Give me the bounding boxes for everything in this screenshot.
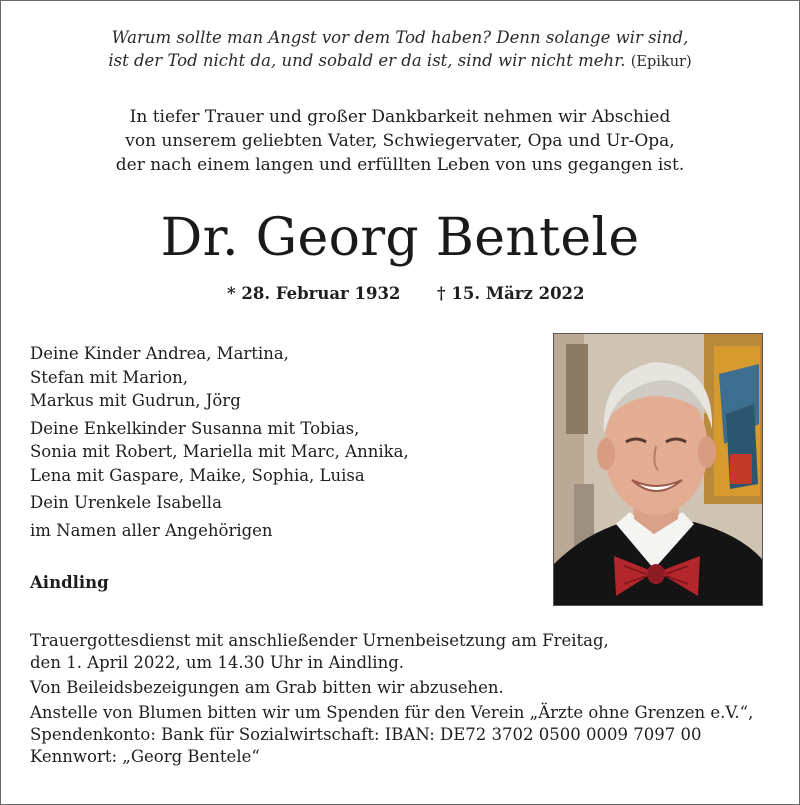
condolence-line: Von Beileidsbezeigungen am Grab bitten wir abzusehen. xyxy=(30,678,504,697)
donation-line: Spendenkonto: Bank für Sozialwirtschaft: IBAN: DE72 3702 0500 0009 7097 00 xyxy=(30,725,702,744)
death-date: † 15. März 2022 xyxy=(437,284,585,303)
relatives-line: im Namen aller Angehörigen xyxy=(30,520,273,540)
grandchildren-line: Sonia mit Robert, Mariella mit Marc, Annika, xyxy=(30,442,409,461)
children-line: Markus mit Gudrun, Jörg xyxy=(30,391,241,410)
service-notes xyxy=(30,630,780,771)
life-dates xyxy=(0,284,800,308)
birth-date: * 28. Februar 1932 xyxy=(227,284,401,303)
deceased-name: Dr. Georg Bentele xyxy=(160,208,640,268)
donation-line: Anstelle von Blumen bitten wir um Spenden für den Verein „Ärzte ohne Grenzen e.V.“, xyxy=(30,703,754,722)
quote-author: (Epikur) xyxy=(630,54,692,70)
donation-line: Kennwort: „Georg Bentele“ xyxy=(30,747,260,766)
grandchildren-line: Deine Enkelkinder Susanna mit Tobias, xyxy=(30,418,360,438)
epicurus-quote xyxy=(0,26,800,74)
quote-line-2 xyxy=(0,49,800,74)
children-line: Stefan mit Marion, xyxy=(30,367,189,387)
great-grandchild-line: Dein Urenkele Isabella xyxy=(30,493,222,512)
grandchildren-group xyxy=(30,417,530,488)
quote-line-1: Warum sollte man Angst vor dem Tod haben? Denn solange wir sind, xyxy=(111,28,689,47)
service-info xyxy=(30,630,780,674)
condolence-info xyxy=(30,677,780,699)
grandchildren-line: Lena mit Gaspare, Maike, Sophia, Luisa xyxy=(30,465,365,485)
children-line: Deine Kinder Andrea, Martina, xyxy=(30,344,289,363)
intro-line-3: der nach einem langen und erfüllten Leben von uns gegangen ist. xyxy=(115,155,685,175)
service-line: den 1. April 2022, um 14.30 Uhr in Aindling. xyxy=(30,653,405,672)
service-line: Trauergottesdienst mit anschließender Urnenbeisetzung am Freitag, xyxy=(30,631,609,650)
relatives-group xyxy=(30,519,530,543)
donation-info xyxy=(30,702,780,768)
intro-line-2: von unserem geliebten Vater, Schwiegervater, Opa und Ur-Opa, xyxy=(125,131,675,151)
intro-text xyxy=(0,105,800,177)
family-list xyxy=(30,342,530,546)
quote-line-2-text: ist der Tod nicht da, und sobald er da ist, sind wir nicht mehr. xyxy=(108,51,626,70)
great-grandchild-group xyxy=(30,491,530,515)
intro-line-1: In tiefer Trauer und großer Dankbarkeit nehmen wir Abschied xyxy=(129,107,671,127)
portrait-photo xyxy=(553,333,763,606)
place-name: Aindling xyxy=(30,573,109,592)
children-group xyxy=(30,342,530,413)
